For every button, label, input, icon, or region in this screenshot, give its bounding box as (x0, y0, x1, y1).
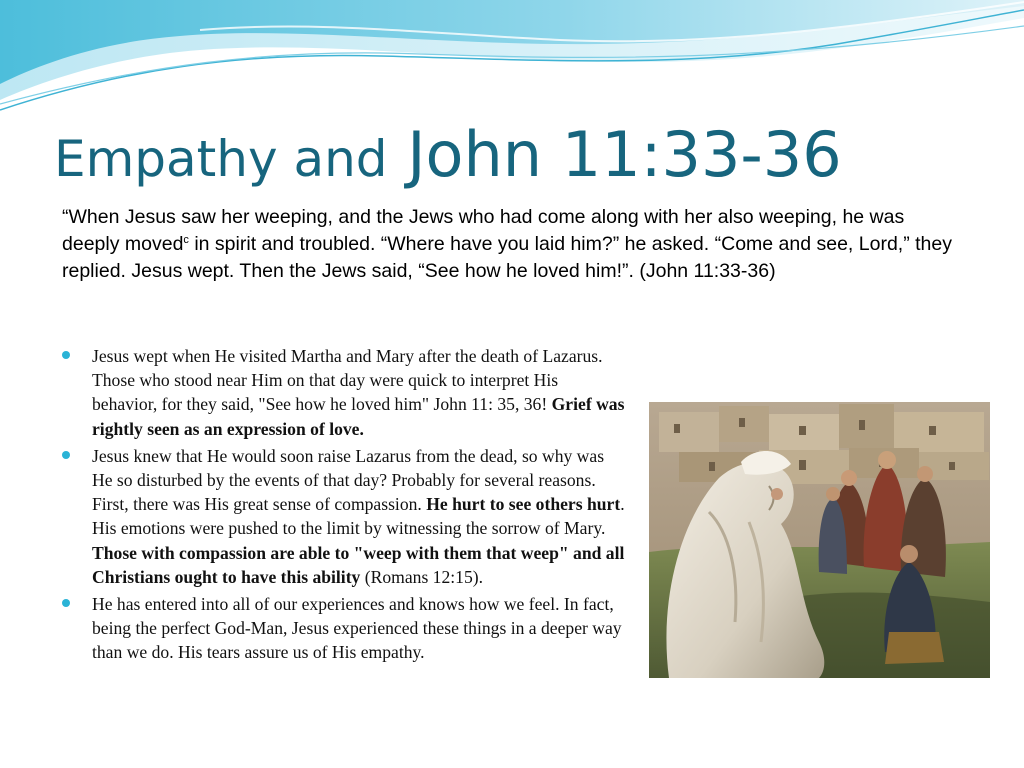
bullet-text: Jesus wept when He visited Martha and Mary after the death of Lazarus. Those who stood near Him on that day were quick to interpret His behavior, for they said, "See how he loved him" John 11: 35, 36! (92, 346, 603, 415)
bullet-icon (62, 451, 70, 459)
title-part1: Empathy and (54, 130, 388, 188)
quote-text-after: in spirit and troubled. “Where have you laid him?” he asked. “Come and see, Lord,” they replied. Jesus wept. Then the Jews said, “See how he loved him!”. (John 11:33-36) (62, 233, 952, 282)
footnote-marker: c (183, 234, 189, 246)
bullet-text: . His emotions were pushed to the limit by witnessing the sorrow of Mary. (92, 494, 625, 539)
quote-text-before: “When Jesus saw her weeping, and the Jews who had come along with her also weeping, he was deeply moved (62, 206, 905, 255)
bullet-bold-text: He hurt to see others hurt (426, 494, 621, 515)
bullet-item (62, 444, 627, 589)
bullet-text: (Romans 12:15). (360, 566, 484, 587)
bullet-list (62, 344, 627, 668)
bullet-icon (62, 351, 70, 359)
wave-header-decoration (0, 0, 1024, 130)
scripture-quote (62, 204, 962, 285)
bullet-bold-text: Those with compassion are able to "weep with them that weep" and all Christians ought to have this ability (92, 542, 625, 587)
bullet-item (62, 592, 627, 665)
bullet-item (62, 344, 627, 441)
page-title (54, 118, 842, 191)
title-part2: John 11:33-36 (387, 118, 842, 191)
painting-image (649, 402, 990, 678)
bullet-bold-text: Grief was rightly seen as an expression of love. (92, 394, 625, 439)
bullet-text: Jesus knew that He would soon raise Lazarus from the dead, so why was He so disturbed by the events of that day? Probably for several reasons. First, there was His great sense of compassion. (92, 445, 605, 515)
bullet-icon (62, 599, 70, 607)
bullet-text: He has entered into all of our experiences and knows how we feel. In fact, being the perfect God-Man, Jesus experienced these things in a deeper way than we do. His tears assure us of His empathy. (92, 594, 622, 663)
